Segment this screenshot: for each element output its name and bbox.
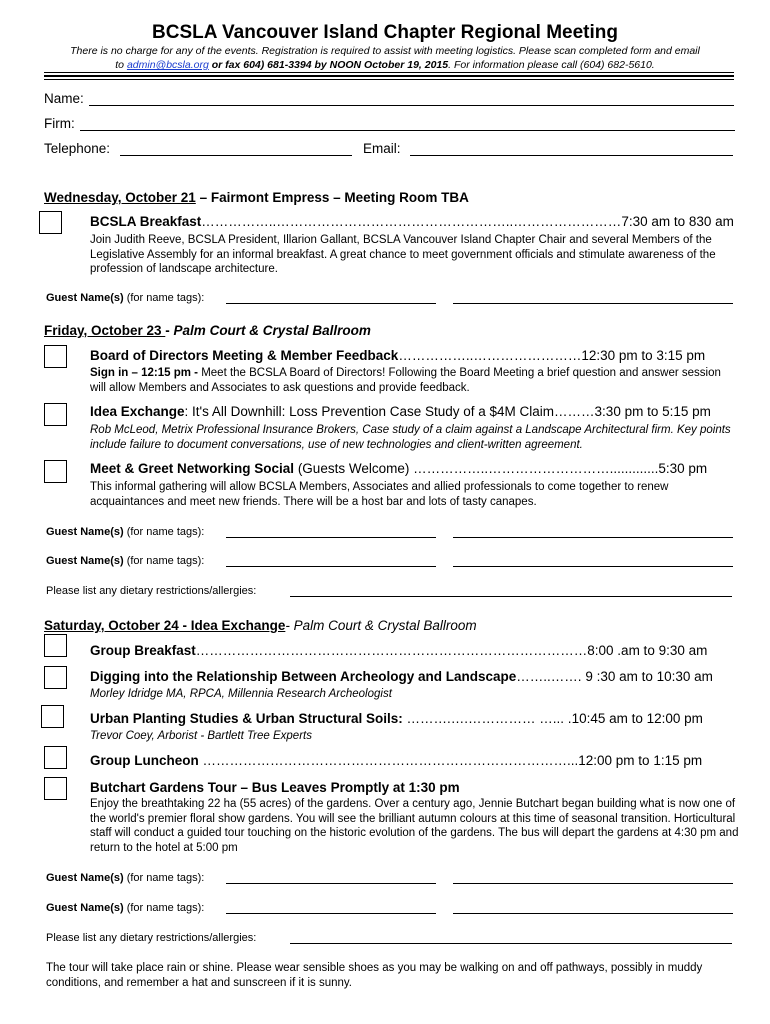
friday-guest-field-1b[interactable]: [453, 537, 733, 538]
friday-guest-label-2: Guest Name(s) (for name tags):: [46, 555, 205, 567]
intro-line-1: There is no charge for any of the events. Registration is required to assist with meeting logistics. Please scan completed form and email: [70, 45, 700, 57]
header-divider-mid: [44, 75, 734, 77]
saturday-digging-desc: Morley Idridge MA, RPCA, Millennia Research Archeologist: [90, 688, 392, 700]
footer-note: The tour will take place rain or shine. Please wear sensible shoes as you may be walking on and off pathways, possibly in muddy conditions, and remember a hat and sunscreen if it is sunny.: [46, 962, 703, 989]
friday-guest-field-2b[interactable]: [453, 566, 733, 567]
saturday-dietary-label: Please list any dietary restrictions/allergies:: [46, 932, 257, 944]
email-label: Email:: [363, 141, 401, 156]
wednesday-guest-field-1[interactable]: [226, 303, 436, 304]
header-divider-bottom: [44, 79, 734, 80]
friday-dietary-label: Please list any dietary restrictions/allergies:: [46, 585, 257, 597]
name-label: Name:: [44, 91, 84, 106]
firm-label: Firm:: [44, 116, 75, 131]
friday-heading: Friday, October 23 - Palm Court & Crystal Ballroom: [44, 323, 371, 338]
telephone-label: Telephone:: [44, 141, 111, 156]
friday-guest-label-1: Guest Name(s) (for name tags):: [46, 526, 205, 538]
saturday-heading: Saturday, October 24 - Idea Exchange- Palm Court & Crystal Ballroom: [44, 618, 477, 633]
friday-guest-field-2a[interactable]: [226, 566, 436, 567]
saturday-butchart-desc: Enjoy the breathtaking 22 ha (55 acres) of the gardens. Over a century ago, Jennie Butchart began building what is now one of the world's premier floral show gardens. You will see the brilliant autumn colours at this time of seasonal transition. Horticultural staff will conduct a guided tour touching on the historic evolution of the gardens. The bus will depart the gardens at 4:30 pm and return to the hotel at 5:00 pm: [90, 798, 739, 854]
friday-board-title: Board of Directors Meeting & Member Feedback……………..……………………12:30 pm to 3:15 pm: [90, 348, 706, 363]
friday-idea-checkbox[interactable]: [44, 403, 67, 426]
friday-idea-desc: Rob McLeod, Metrix Professional Insurance Brokers, Case study of a claim against a Landscape Architectural firm. Key points include failure to document conversations, use of new technologies and client-written agreement.: [90, 424, 731, 451]
page-title: BCSLA Vancouver Island Chapter Regional Meeting: [152, 22, 618, 43]
wednesday-breakfast-title: BCSLA Breakfast……………..……………………………………………..……………………7:30 am to 830 am: [90, 214, 734, 229]
friday-board-desc: Sign in – 12:15 pm - Meet the BCSLA Board of Directors! Following the Board Meeting a brief question and answer session will allow Members and Associates to ask questions and provide feedback.: [90, 367, 721, 394]
friday-social-title: Meet & Greet Networking Social (Guests Welcome) ……………..……………………….............5:30 pm: [90, 461, 708, 476]
intro-line-2: to admin@bcsla.org or fax 604) 681-3394 by NOON October 19, 2015. For information please call (604) 682-5610.: [115, 59, 655, 71]
saturday-urban-desc: Trevor Coey, Arborist - Bartlett Tree Experts: [90, 730, 312, 742]
saturday-guest-label-2: Guest Name(s) (for name tags):: [46, 902, 205, 914]
friday-idea-title: Idea Exchange: It's All Downhill: Loss Prevention Case Study of a $4M Claim………3:30 pm to 5:15 pm: [90, 404, 711, 419]
saturday-butchart-title: Butchart Gardens Tour – Bus Leaves Promptly at 1:30 pm: [90, 780, 460, 795]
wednesday-guest-field-2[interactable]: [453, 303, 733, 304]
email-link[interactable]: admin@bcsla.org: [126, 59, 209, 71]
wednesday-breakfast-desc: Join Judith Reeve, BCSLA President, Illarion Gallant, BCSLA Vancouver Island Chapter Chair and several Members of the Legislative Assembly for an informal breakfast. A great chance to meet government officials and stimulate awareness of the profession of landscape architecture.: [90, 234, 716, 275]
friday-guest-field-1a[interactable]: [226, 537, 436, 538]
saturday-guest-field-1a[interactable]: [226, 883, 436, 884]
friday-dietary-field[interactable]: [290, 596, 732, 597]
saturday-butchart-checkbox[interactable]: [44, 777, 67, 800]
saturday-luncheon-title: Group Luncheon ………………………………………………………………………...12:00 pm to 1:15 pm: [90, 753, 703, 768]
saturday-breakfast-checkbox[interactable]: [44, 634, 67, 657]
header-divider-top: [44, 72, 734, 73]
saturday-guest-field-1b[interactable]: [453, 883, 733, 884]
saturday-luncheon-checkbox[interactable]: [44, 746, 67, 769]
friday-board-checkbox[interactable]: [44, 345, 67, 368]
saturday-breakfast-title: Group Breakfast……………………………………………………………………………8:00 .am to 9:30 am: [90, 643, 708, 658]
friday-social-desc: This informal gathering will allow BCSLA Members, Associates and allied professionals to come together to renew acquaintances and meet new friends. There will be a host bar and lots of tasty canapes.: [90, 481, 669, 508]
wednesday-heading: Wednesday, October 21 – Fairmont Empress – Meeting Room TBA: [44, 190, 469, 205]
name-field[interactable]: [89, 105, 734, 106]
saturday-urban-checkbox[interactable]: [41, 705, 64, 728]
saturday-dietary-field[interactable]: [290, 943, 732, 944]
telephone-field[interactable]: [120, 155, 352, 156]
email-field[interactable]: [410, 155, 733, 156]
saturday-digging-title: Digging into the Relationship Between Archeology and Landscape……..……. 9 :30 am to 10:30 am: [90, 669, 713, 684]
saturday-guest-label-1: Guest Name(s) (for name tags):: [46, 872, 205, 884]
saturday-digging-checkbox[interactable]: [44, 666, 67, 689]
wednesday-breakfast-checkbox[interactable]: [39, 211, 62, 234]
firm-field[interactable]: [80, 130, 735, 131]
saturday-urban-title: Urban Planting Studies & Urban Structural Soils: ……….….…………… …... .10:45 am to 12:00 pm: [90, 711, 703, 726]
friday-social-checkbox[interactable]: [44, 460, 67, 483]
wednesday-guest-label: Guest Name(s) (for name tags):: [46, 292, 205, 304]
saturday-guest-field-2b[interactable]: [453, 913, 733, 914]
saturday-guest-field-2a[interactable]: [226, 913, 436, 914]
